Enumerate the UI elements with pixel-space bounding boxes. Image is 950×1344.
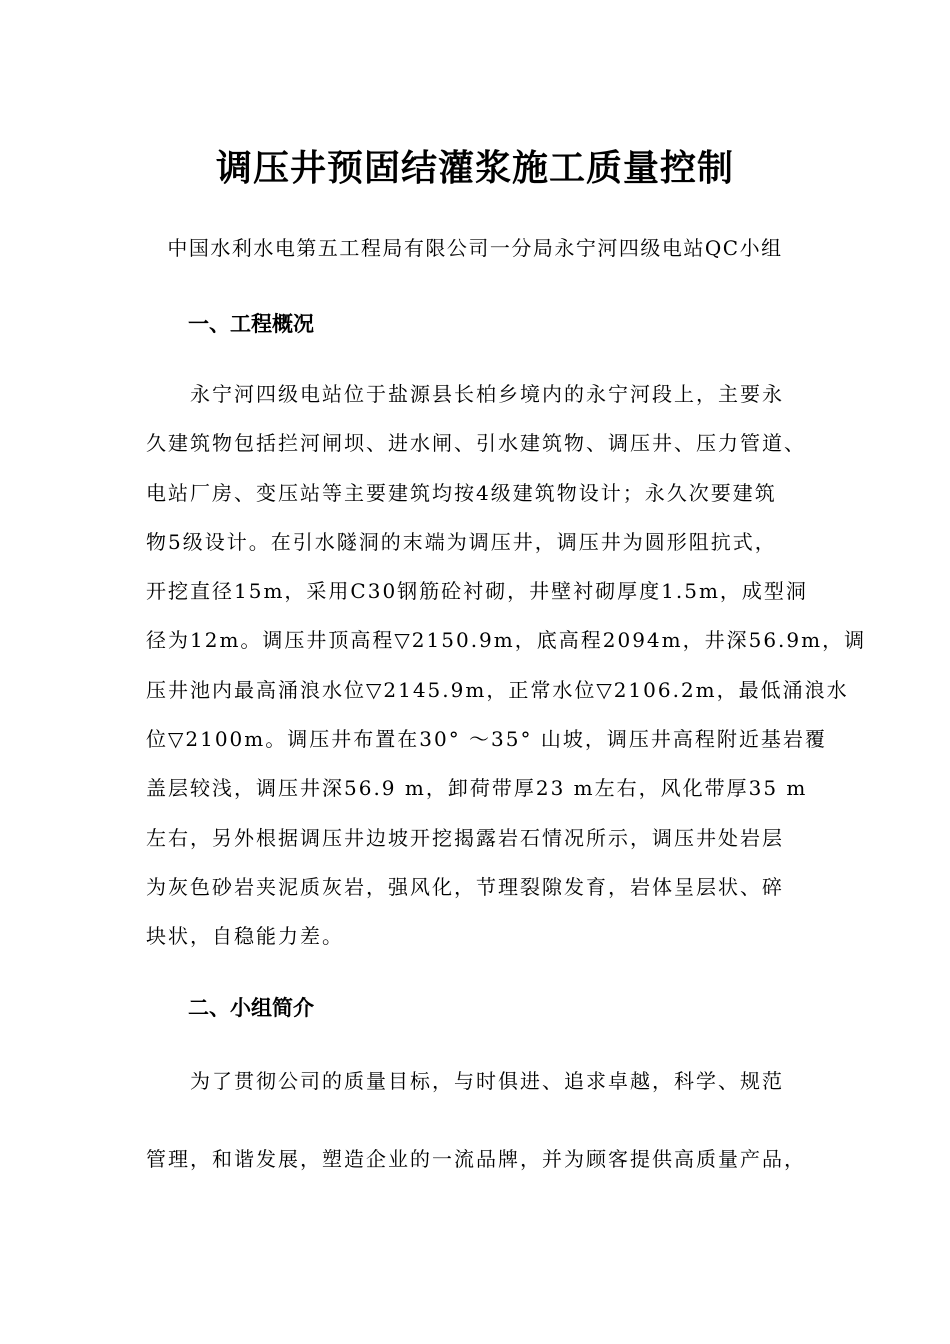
section-body-project-overview (146, 370, 867, 962)
paragraph-line: 位▽2100m。调压井布置在30° ～35° 山坡，调压井高程附近基岩覆 (146, 727, 827, 752)
paragraph-line: 压井池内最高涌浪水位▽2145.9m，正常水位▽2106.2m，最低涌浪水 (146, 677, 849, 702)
document-title: 调压井预固结灌浆施工质量控制 (215, 148, 734, 189)
paragraph-line: 开挖直径15m，采用C30钢筋砼衬砌，井壁衬砌厚度1.5m，成型洞 (146, 579, 808, 604)
paragraph-line: 左右，另外根据调压井边坡开挖揭露岩石情况所示，调压井处岩层 (146, 825, 784, 850)
paragraph-line: 管理，和谐发展，塑造企业的一流品牌，并为顾客提供高质量产品， (146, 1147, 806, 1171)
paragraph-line: 为了贯彻公司的质量目标，与时俱进、追求卓越，科学、规范 (190, 1069, 784, 1093)
paragraph-line: 物5级设计。在引水隧洞的末端为调压井，调压井为圆形阻抗式， (146, 529, 777, 554)
paragraph-line: 为灰色砂岩夹泥质灰岩，强风化，节理裂隙发育，岩体呈层状、碎 (146, 874, 784, 899)
paragraph-line: 盖层较浅，调压井深56.9 m，卸荷带厚23 m左右，风化带厚35 m (146, 776, 808, 801)
paragraph-line: 久建筑物包括拦河闸坝、进水闸、引水建筑物、调压井、压力管道、 (146, 431, 806, 456)
paragraph-line: 块状，自稳能力差。 (146, 924, 344, 949)
paragraph-line: 径为12m。调压井顶高程▽2150.9m，底高程2094m，井深56.9m，调 (146, 628, 867, 653)
paragraph-line: 电站厂房、变压站等主要建筑均按4级建筑物设计；永久次要建筑 (146, 480, 777, 505)
section-body-team-intro (146, 1059, 826, 1215)
document-author: 中国水利水电第五工程局有限公司一分局永宁河四级电站QC小组 (167, 236, 783, 260)
section-heading-project-overview: 一、工程概况 (188, 312, 314, 336)
section-heading-team-intro: 二、小组简介 (188, 996, 314, 1020)
paragraph-line: 永宁河四级电站位于盐源县长柏乡境内的永宁河段上，主要永 (190, 382, 784, 406)
